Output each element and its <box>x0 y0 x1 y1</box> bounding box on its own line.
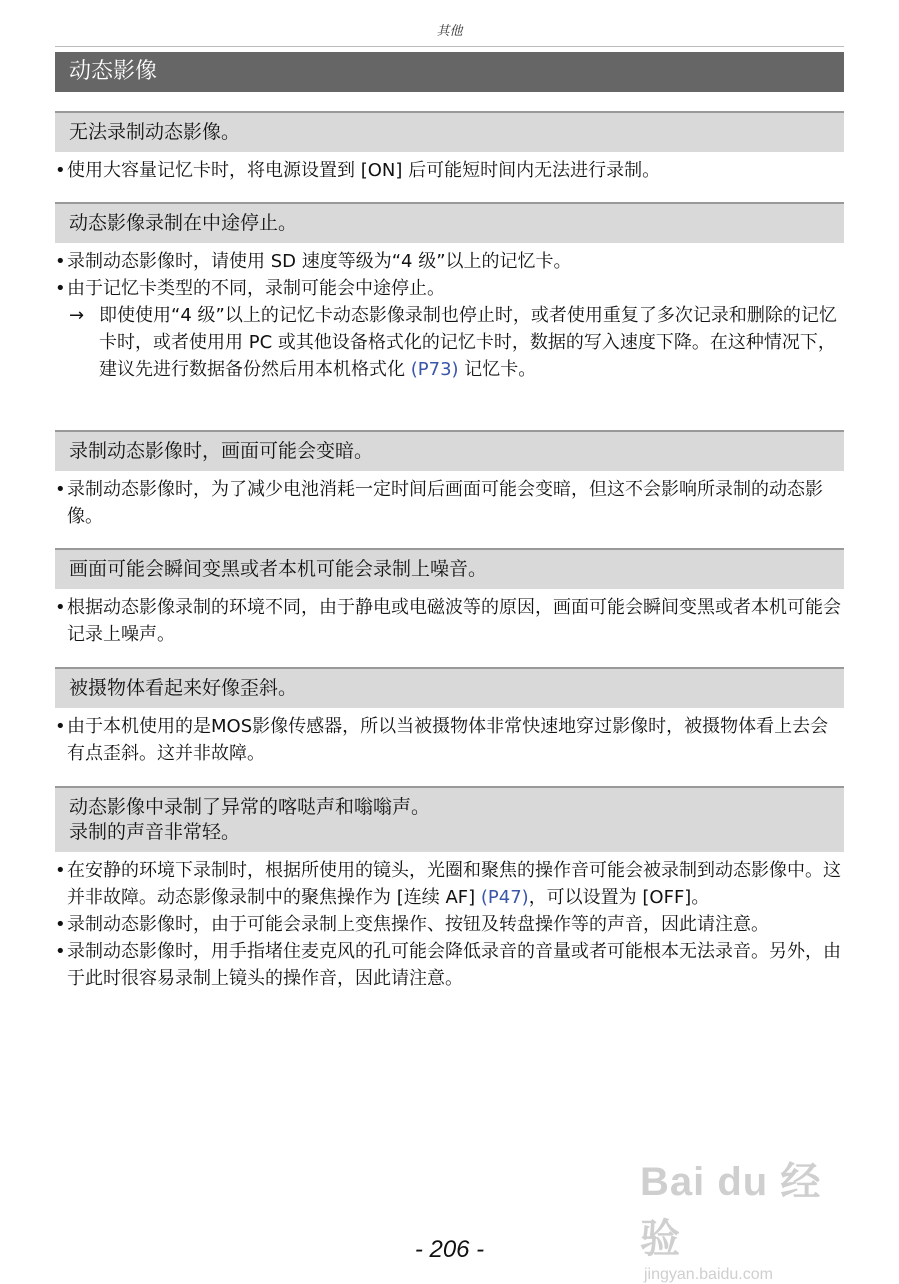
bullet-item: • 录制动态影像时，请使用 SD 速度等级为“4 级”以上的记忆卡。 <box>55 248 844 275</box>
page-reference-link[interactable]: (P47) <box>480 887 529 908</box>
section-2 <box>55 202 844 383</box>
arrow-icon: → <box>69 305 85 326</box>
page-number: - 206 - <box>414 1236 485 1263</box>
section-1 <box>55 111 844 184</box>
section-5 <box>55 667 844 767</box>
bullet-item: • 根据动态影像录制的环境不同，由于静电或电磁波等的原因，画面可能会瞬间变黑或者本机可能会记录上噪声。 <box>55 594 844 648</box>
page-reference-link[interactable]: (P73) <box>410 359 459 380</box>
bullet-item: • 使用大容量记忆卡时，将电源设置到 [ON] 后可能短时间内无法进行录制。 <box>55 157 844 184</box>
bullet-item <box>55 857 844 911</box>
header-section-label: 其他 <box>436 24 463 39</box>
section-heading-line: 录制的声音非常轻。 <box>69 821 241 843</box>
arrow-note <box>55 302 844 383</box>
section-heading: 动态影像录制在中途停止。 <box>55 202 844 243</box>
section-heading: 被摄物体看起来好像歪斜。 <box>55 667 844 708</box>
page-title: 动态影像 <box>55 52 844 92</box>
section-heading: 无法录制动态影像。 <box>55 111 844 152</box>
section-3 <box>55 430 844 530</box>
header-divider <box>55 46 844 47</box>
bullet-item: • 录制动态影像时，由于可能会录制上变焦操作、按钮及转盘操作等的声音，因此请注意。 <box>55 911 844 938</box>
bullet-item: • 录制动态影像时，为了减少电池消耗一定时间后画面可能会变暗，但这不会影响所录制的动态影像。 <box>55 476 844 530</box>
section-6 <box>55 786 844 992</box>
bullet-text-end: ，可以设置为 [OFF]。 <box>528 887 710 908</box>
bullet-item: • 由于记忆卡类型的不同，录制可能会中途停止。 <box>55 275 844 302</box>
arrow-note-text: 即使使用“4 级”以上的记忆卡动态影像录制也停止时，或者使用重复了多次记录和删除的记忆卡时，或者使用用 PC 或其他设备格式化的记忆卡时，数据的写入速度下降。在这种情况下，建议先进行数据备份然后用本机格式化 <box>99 305 837 380</box>
section-heading <box>55 786 844 852</box>
bullet-item: • 录制动态影像时，用手指堵住麦克风的孔可能会降低录音的音量或者可能根本无法录音。另外，由于此时很容易录制上镜头的操作音，因此请注意。 <box>55 938 844 992</box>
arrow-note-text-end: 记忆卡。 <box>458 359 537 380</box>
watermark-url: jingyan.baidu.com <box>644 1266 773 1283</box>
baidu-watermark <box>640 1150 850 1283</box>
section-heading: 画面可能会瞬间变黑或者本机可能会录制上噪音。 <box>55 548 844 589</box>
bullet-text: 在安静的环境下录制时，根据所使用的镜头，光圈和聚焦的操作音可能会被录制到动态影像中。这并非故障。动态影像录制中的聚焦操作为 [连续 AF] <box>67 860 841 908</box>
section-4 <box>55 548 844 648</box>
watermark-logo: Bai du 经验 <box>640 1160 822 1261</box>
bullet-item: • 由于本机使用的是MOS影像传感器，所以当被摄物体非常快速地穿过影像时，被摄物体看上去会有点歪斜。这并非故障。 <box>55 713 844 767</box>
section-heading-line: 动态影像中录制了异常的喀哒声和嗡嗡声。 <box>69 796 431 818</box>
section-heading: 录制动态影像时，画面可能会变暗。 <box>55 430 844 471</box>
